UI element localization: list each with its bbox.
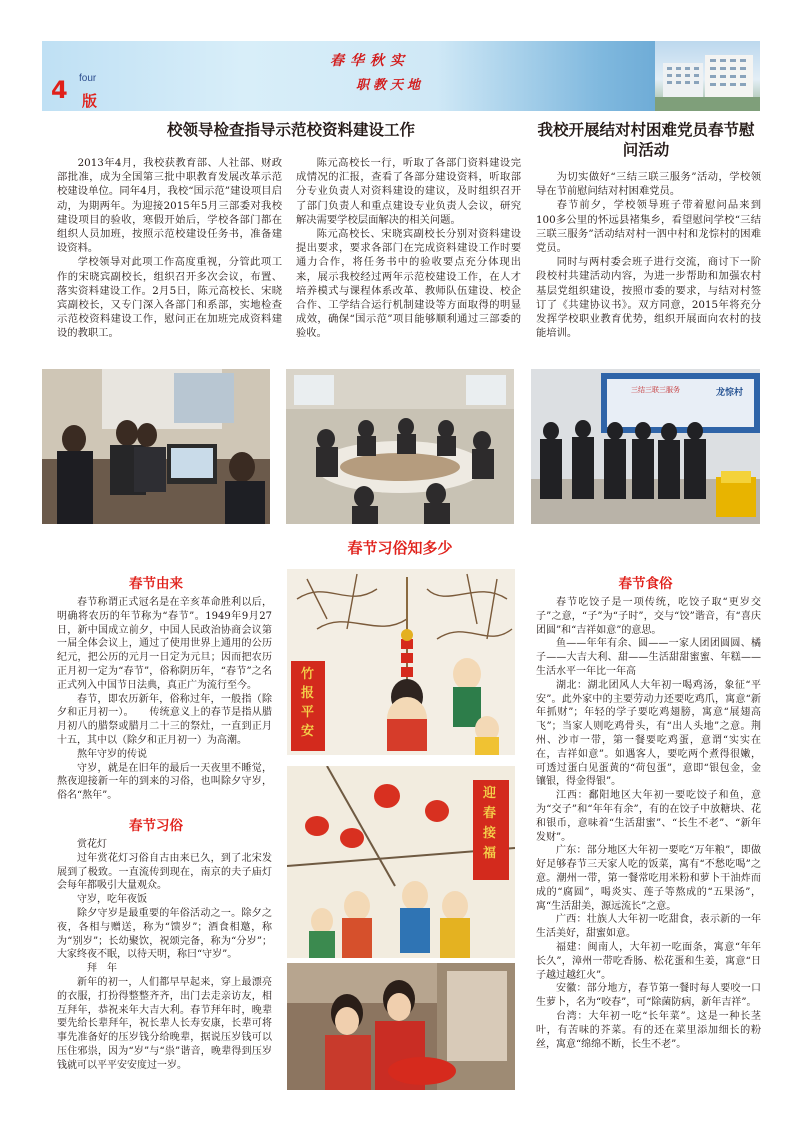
food-paragraph: 鱼——年年有余、圆——一家人团团圆圆、橘子——大吉大利、甜——生活甜甜蜜蜜、年糕——生活水平一年比一年高 [536,638,761,677]
customs-paragraph: 新年的初一，人们都早早起来，穿上最漂亮的衣服，打扮得整整齐齐，出门去走亲访友，相互拜年，恭祝来年大吉大利。春节拜年时，晚辈要先给长辈拜年，祝长辈人长寿安康，长辈可将事先准备好的压岁钱分给晚辈，据说压岁钱可以压住邪祟，因为“岁”与“祟”谐音，晚辈得到压岁钱就可以平平安安度过一岁。 [57,976,272,1071]
banner-slogan-1: 春华秋实 [330,53,410,69]
food-paragraph: 江西：鄱阳地区大年初一要吃饺子和鱼，意为“交子”和“年年有余”，有的在饺子中放糖块、花和银币，意味着“生活甜蜜”、“长生不老”、“新年发财”。 [536,790,761,843]
food-paragraph: 广西：壮族人大年初一吃甜食，表示新的一年生活美好，甜蜜如意。 [536,914,761,940]
article1-title: 校领导检查指导示范校资料建设工作 [166,120,415,139]
origin-paragraph: 春节，即农历新年，俗称过年，一般指（除夕和正月初一）。 传统意义上的春节是指从腊月初八的腊祭或腊月二十三的祭灶，一直到正月十五，其中以（除夕和正月初一）为高潮。 [57,693,272,746]
spring-food-title: 春节食俗 [618,576,673,592]
spring-customs-body [57,838,272,1073]
spring-section-title: 春节习俗知多少 [347,539,453,557]
page-number-word: four [79,73,97,84]
origin-paragraph: 守岁，就是在旧年的最后一天夜里不睡觉，熬夜迎接新一年的到来的习俗，也叫除夕守岁，俗名“熬年”。 [57,762,272,802]
spring-origin-title: 春节由来 [129,576,183,592]
origin-paragraph: 春节称谓正式冠名是在辛亥革命胜利以后，明确将农历的年节称为“春节”。1949年9月27日，新中国成立前夕，中国人民政治协商会议第一届全体会议上，通过了使用世界上通用的公历纪元，把公历的元月一日定为元旦；因而把农历正月初一定为“春节”，俗称阴历年，“春节”之名正式列入中国节日法典，真正广为流行至今。 [57,597,272,691]
article1-col2 [296,156,521,341]
illustration-firecracker [287,569,515,755]
campus-building-icon [655,41,760,111]
illustration2-caption: 迎春接福 [483,786,497,861]
food-paragraph: 春节吃饺子是一项传统，吃饺子取“更岁交子”之意，“子”为“子时”，交与“饺”谐音，有“喜庆团圆”和“吉祥如意”的意思。 [536,597,761,636]
page-number: 4 [51,76,68,104]
article2-paragraph: 同时与两村委会班子进行交流，商讨下一阶段校村共建活动内容，为进一步帮助和加强农村基层党组织建设，按照市委的要求，与结对村签订了《共建协议书》。双方同意，2015年将充分发挥学校职业教育优势，组织开展面向农村的技能培训。 [536,256,761,340]
food-paragraph: 湖北：湖北团风人大年初一喝鸡汤，象征“平安”。此外家中的主要劳动力还要吃鸡爪，寓意“新年抓财”；年轻的学子要吃鸡翅膀，寓意“展翅高飞”；当家人则吃鸡骨头，有“出人头地”之意。荆州、沙市一带，第一餐要吃鸡蛋，意谓“实实在在，吉祥如意”。如遇客人，要吃两个煮得很嫩，可透过蛋白见蛋黄的“荷包蛋”，意即“银包金，金镶银，得金得银”。 [536,679,761,788]
photo-village-sign: 龙悰村 [716,388,744,398]
spring-food-body [536,596,761,1051]
food-paragraph: 福建：闽南人，大年初一吃面条，寓意“年年长久”，漳州一带吃香肠、松花蛋和生姜，寓意“日子越过越红火”。 [536,941,761,981]
spring-customs-title: 春节习俗 [129,818,183,834]
article2-body [536,170,761,340]
food-paragraph: 广东：部分地区大年初一要吃“万年粮”，即做好足够春节三天家人吃的饭菜，寓有“不愁吃喝”之意。潮州一带，第一餐常吃用米粉和萝卜干油炸而成的“腐圆”，喝炎实、莲子等熬成的“五果汤”，寓“生活甜美，源远流长”之意。 [536,845,761,912]
spring-origin-body [57,596,272,803]
customs-heading: 守岁，吃年夜饭 [77,894,147,906]
origin-paragraph: 熬年守岁的传说 [77,748,147,760]
article2-paragraph: 为切实做好“三结三联三服务”活动，学校领导在节前慰问结对村困难党员。 [536,171,761,198]
photo-village-board: 三结三联三服务 [631,386,680,394]
article2-paragraph: 春节前夕，学校领导班子带着慰问品来到100多公里的怀远县褚集乡，看望慰问学校“三结三联三服务”活动结对村一泗中村和龙悰村的困难党员。 [536,199,761,255]
food-paragraph: 安徽：部分地方，春节第一餐时每人要咬一口生萝卜，名为“咬春”，可“除菌防病，新年吉祥”。 [536,983,761,1009]
customs-heading: 赏花灯 [77,839,107,850]
page-label: 版 [82,92,98,110]
banner-slogan-2: 职教天地 [356,78,425,93]
article1-paragraph: 学校领导对此项工作高度重视，分管此项工作的宋晓宾副校长，组织召开多次会议，布置、落实资料建设工作。2月5日，陈元高校长、宋晓宾副校长，又专门深入各部门和系部，实地检查示范校资料建设工作，慰问正在加班完成资料建设的教职工。 [57,256,282,340]
campus-photo [655,41,760,111]
article1-paragraph: 陈元高校长、宋晓宾副校长分别对资料建设提出要求，要求各部门在完成资料建设工作时要通力合作，将任务书中的验收要点充分体现出来，展示我校经过两年示范校建设工作，在人才培养模式与课程体系改革、教师队伍建设、校企合作、工学结合运行机制建设等方面取得的明显成效，确保“国示范”项目能够顺利通过三部委的验收。 [296,228,521,340]
customs-paragraph: 除夕守岁是最重要的年俗活动之一。除夕之夜，各相与赠送，称为“馈岁”；酒食相邀，称为“别岁”；长幼聚饮，祝颂完备，称为“分岁”；大家终夜不眠，以待天明，称曰“守岁”。 [57,907,272,961]
photo-paper-cutting [287,963,515,1090]
illustration-lanterns [287,766,515,958]
illustration1-caption: 竹报平安 [301,667,315,739]
article1-paragraph: 陈元高校长一行，听取了各部门资料建设完成情况的汇报，查看了各部分建设资料，听取部分专业负责人对资料建设的建议，及时组织召开了部门负责人和重点建设专业负责人会议，研究解决需要学校层面解决的相关问题。 [296,157,521,226]
customs-paragraph: 过年赏花灯习俗自古由来已久，到了北宋发展到了极致。一直流传到现在，南京的夫子庙灯会每年都吸引大量观众。 [57,852,272,892]
photo-office-inspection [42,369,270,524]
food-paragraph: 台湾：大年初一吃“长年菜”。这是一种长茎叶，有苦味的芥菜。有的还在菜里添加细长的粉丝，寓意“绵绵不断，长生不老”。 [536,1010,761,1050]
photo-village-visit [531,369,760,524]
article1-col1 [57,156,282,341]
article2-title: 我校开展结对村困难党员春节慰问活动 [537,120,755,159]
article1-paragraph: 2013年4月，我校获教育部、人社部、财政部批准，成为全国第三批中职教育发展改革示范校建设单位。同年4月，我校“国示范”建设项目启动，为期两年。为迎接2015年5月三部委对我校建设项目的验收，寒假开始后，学校各部门都在组织人员加班，按照示范校建设任务书，准备建设资料。 [57,157,282,255]
customs-heading: 拜 年 [87,963,117,975]
photo-meeting [286,369,514,524]
